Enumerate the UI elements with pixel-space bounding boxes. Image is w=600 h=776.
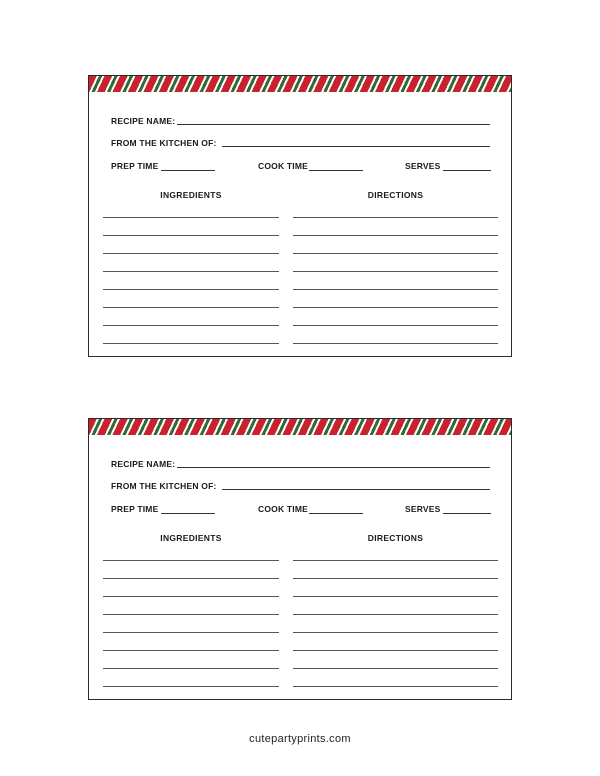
from-kitchen-label: FROM THE KITCHEN OF: <box>111 481 217 491</box>
direction-line[interactable] <box>293 325 498 326</box>
cook-time-label: COOK TIME <box>258 161 308 171</box>
ingredient-line[interactable] <box>103 253 279 254</box>
ingredients-heading: INGREDIENTS <box>160 190 222 200</box>
direction-line[interactable] <box>293 578 498 579</box>
directions-heading: DIRECTIONS <box>367 533 424 543</box>
directions-heading: DIRECTIONS <box>367 190 424 200</box>
from-kitchen-line[interactable] <box>222 146 490 147</box>
direction-line[interactable] <box>293 217 498 218</box>
prep-time-label: PREP TIME <box>111 504 159 514</box>
ingredient-line[interactable] <box>103 596 279 597</box>
ingredient-line[interactable] <box>103 307 279 308</box>
serves-label: SERVES <box>405 504 441 514</box>
direction-line[interactable] <box>293 307 498 308</box>
footer-website: cutepartyprints.com <box>249 733 351 745</box>
ingredient-line[interactable] <box>103 325 279 326</box>
candy-stripe-border <box>89 419 511 435</box>
direction-line[interactable] <box>293 253 498 254</box>
direction-line[interactable] <box>293 650 498 651</box>
recipe-card-1 <box>88 75 512 357</box>
prep-time-line[interactable] <box>161 170 215 171</box>
direction-line[interactable] <box>293 289 498 290</box>
direction-line[interactable] <box>293 632 498 633</box>
ingredient-line[interactable] <box>103 235 279 236</box>
direction-line[interactable] <box>293 271 498 272</box>
direction-line[interactable] <box>293 614 498 615</box>
recipe-name-line[interactable] <box>177 467 490 468</box>
from-kitchen-label: FROM THE KITCHEN OF: <box>111 138 217 148</box>
direction-line[interactable] <box>293 235 498 236</box>
recipe-name-label: RECIPE NAME: <box>111 459 176 469</box>
ingredient-line[interactable] <box>103 668 279 669</box>
prep-time-label: PREP TIME <box>111 161 159 171</box>
recipe-card-2 <box>88 418 512 700</box>
ingredient-line[interactable] <box>103 560 279 561</box>
ingredients-heading: INGREDIENTS <box>160 533 222 543</box>
direction-line[interactable] <box>293 560 498 561</box>
from-kitchen-line[interactable] <box>222 489 490 490</box>
ingredient-line[interactable] <box>103 650 279 651</box>
ingredient-line[interactable] <box>103 343 279 344</box>
serves-line[interactable] <box>443 513 491 514</box>
candy-stripe-border <box>89 76 511 92</box>
recipe-name-line[interactable] <box>177 124 490 125</box>
ingredient-line[interactable] <box>103 217 279 218</box>
ingredient-line[interactable] <box>103 686 279 687</box>
direction-line[interactable] <box>293 668 498 669</box>
serves-line[interactable] <box>443 170 491 171</box>
ingredient-line[interactable] <box>103 632 279 633</box>
cook-time-line[interactable] <box>309 170 363 171</box>
direction-line[interactable] <box>293 596 498 597</box>
serves-label: SERVES <box>405 161 441 171</box>
ingredient-line[interactable] <box>103 289 279 290</box>
prep-time-line[interactable] <box>161 513 215 514</box>
recipe-name-label: RECIPE NAME: <box>111 116 176 126</box>
ingredient-line[interactable] <box>103 614 279 615</box>
ingredient-line[interactable] <box>103 578 279 579</box>
direction-line[interactable] <box>293 686 498 687</box>
cook-time-label: COOK TIME <box>258 504 308 514</box>
direction-line[interactable] <box>293 343 498 344</box>
cook-time-line[interactable] <box>309 513 363 514</box>
ingredient-line[interactable] <box>103 271 279 272</box>
